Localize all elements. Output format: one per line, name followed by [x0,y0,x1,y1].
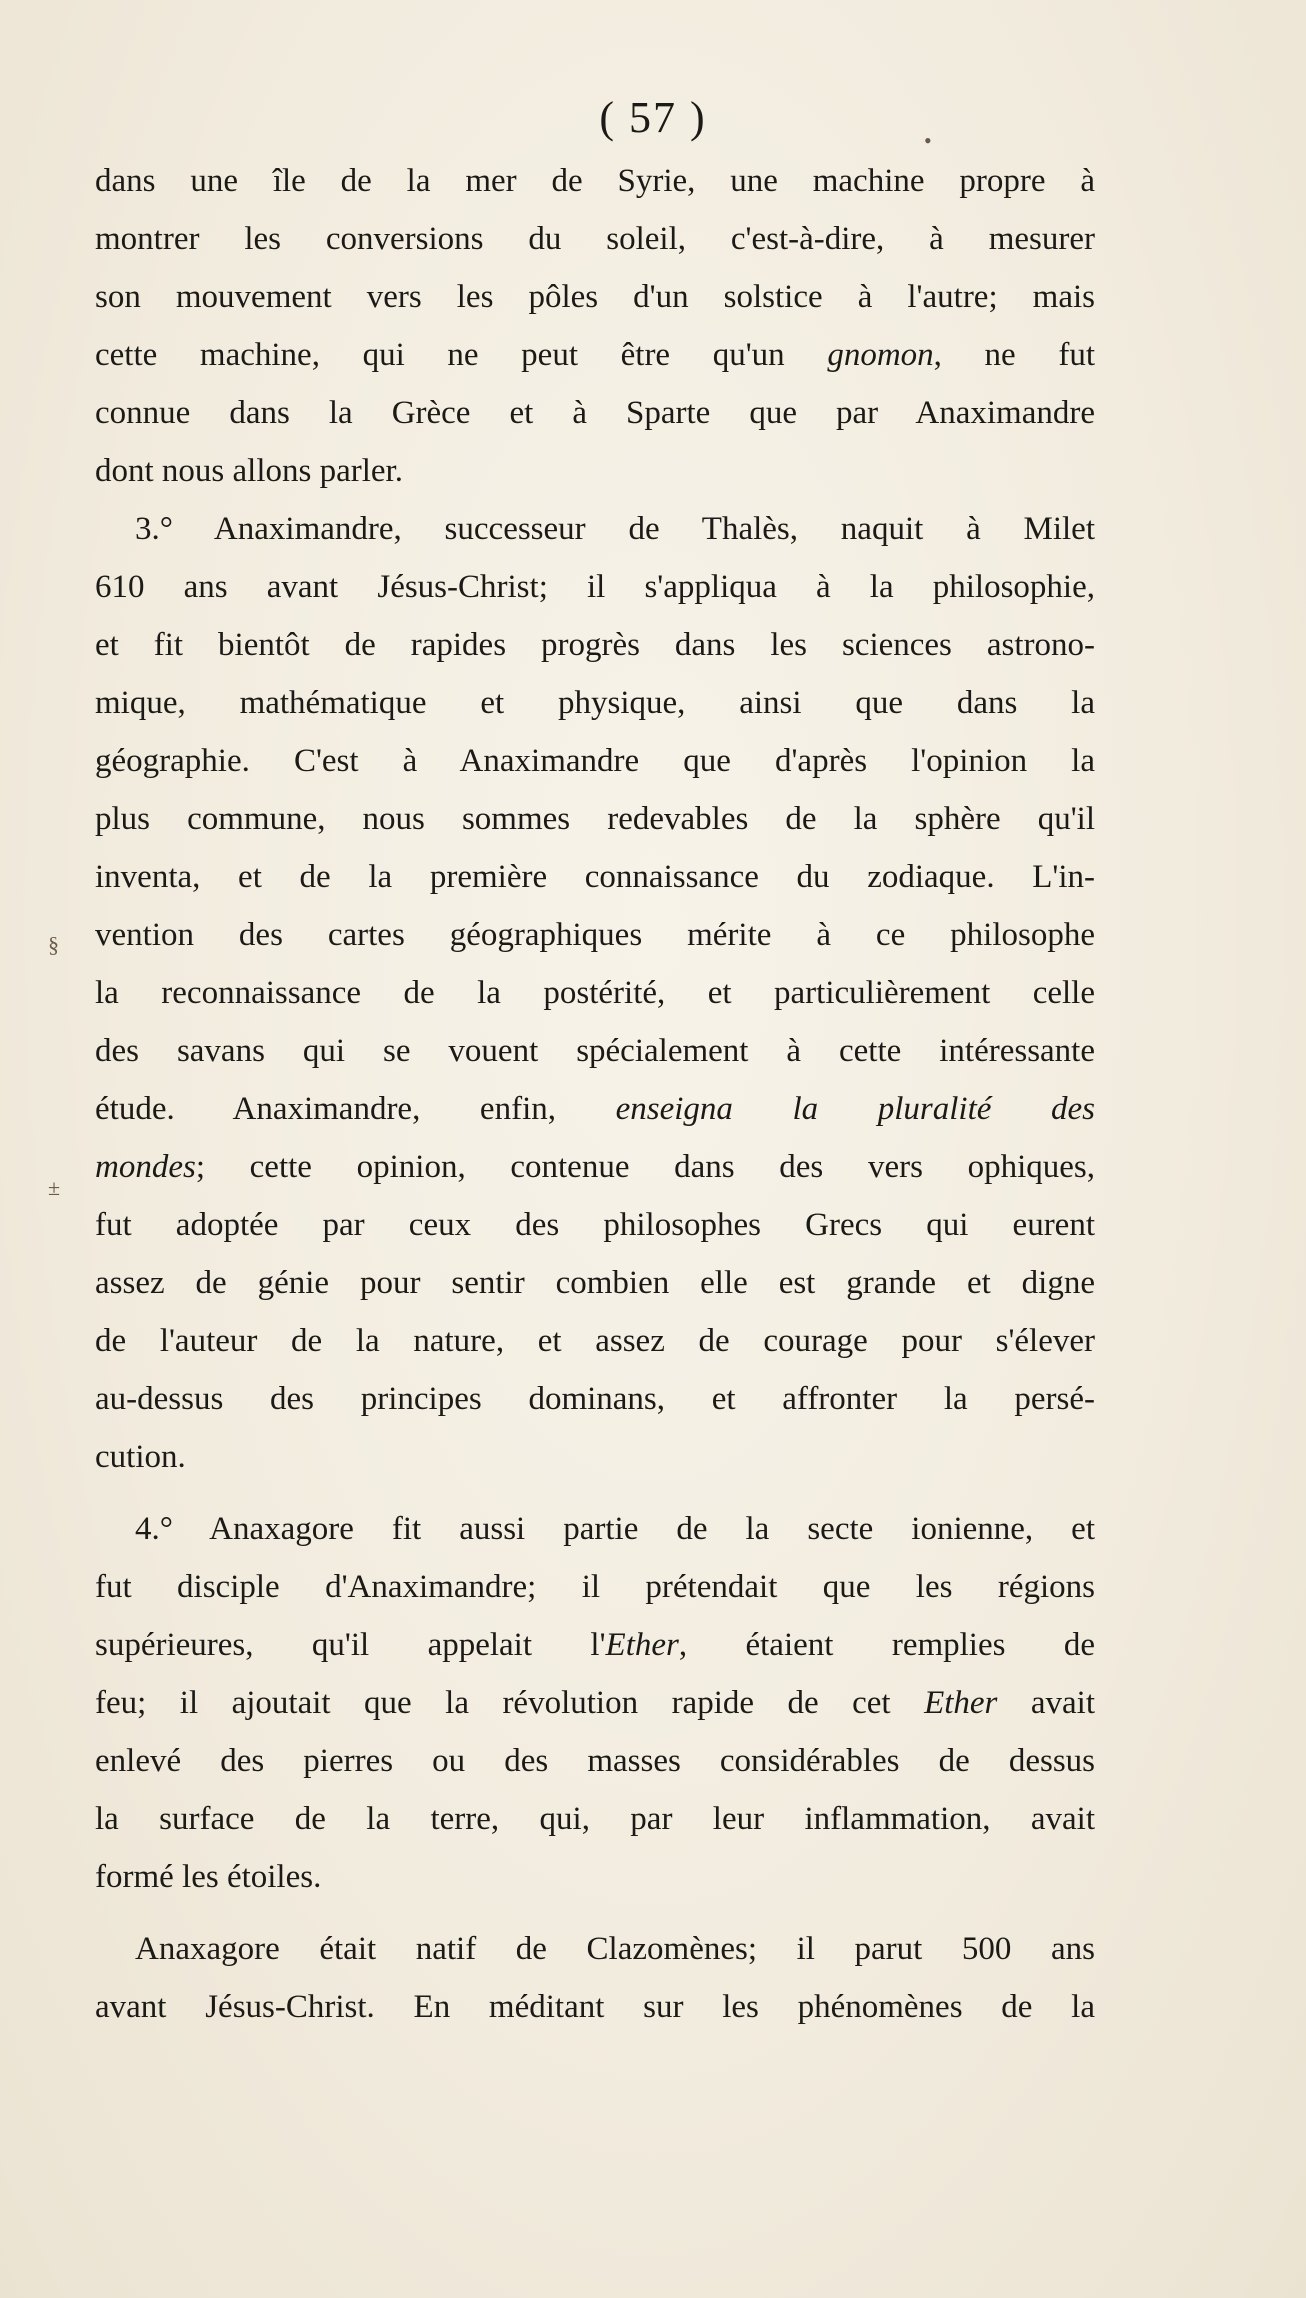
text-line: connue dans la Grèce et à Sparte que par Anaximandre [95,395,1095,431]
text-line: vention des cartes géographiques mérite à ce philosophe [95,917,1095,953]
text-line: la reconnaissance de la postérité, et particulièrement celle [95,975,1095,1011]
text-line: au-dessus des principes dominans, et affronter la persé- [95,1381,1095,1417]
paragraph-gap [95,1906,1095,1920]
text-line: la surface de la terre, qui, par leur inflammation, avait [95,1801,1095,1837]
paragraph-3 [95,1500,1095,1906]
paragraph-4 [95,1920,1095,2036]
text-line: feu; il ajoutait que la révolution rapide de cet Ether avait [95,1685,1095,1721]
text-line: géographie. C'est à Anaximandre que d'après l'opinion la [95,743,1095,779]
text-line: enlevé des pierres ou des masses considérables de dessus [95,1743,1095,1779]
page-number: ( 57 ) [599,93,707,142]
text-line: plus commune, nous sommes redevables de la sphère qu'il [95,801,1095,837]
text-line: son mouvement vers les pôles d'un solstice à l'autre; mais [95,279,1095,315]
text-line: mique, mathématique et physique, ainsi que dans la [95,685,1095,721]
margin-mark: § [48,932,59,957]
text-line: montrer les conversions du soleil, c'est-à-dire, à mesurer [95,221,1095,257]
text-line: dont nous allons parler. [95,453,403,489]
text-line: inventa, et de la première connaissance du zodiaque. L'in- [95,859,1095,895]
text-line: cution. [95,1439,186,1475]
body-text [95,152,1095,2036]
text-line: avant Jésus-Christ. En méditant sur les phénomènes de la [95,1989,1095,2025]
text-line: de l'auteur de la nature, et assez de courage pour s'élever [95,1323,1095,1359]
text-line: étude. Anaximandre, enfin, enseigna la pluralité des [95,1091,1095,1127]
text-line: des savans qui se vouent spécialement à cette intéressante [95,1033,1095,1069]
margin-mark: ± [48,1175,61,1200]
paragraph-1 [95,152,1095,500]
text-line: assez de génie pour sentir combien elle est grande et digne [95,1265,1095,1301]
text-line: fut disciple d'Anaximandre; il prétendait que les régions [95,1569,1095,1605]
paragraph-2 [95,500,1095,1486]
text-line: mondes; cette opinion, contenue dans des vers ophiques, [95,1149,1095,1185]
text-line: 4.° Anaxagore fit aussi partie de la secte ionienne, et [135,1511,1095,1547]
text-line: Anaxagore était natif de Clazomènes; il parut 500 ans [135,1931,1095,1967]
text-line: supérieures, qu'il appelait l'Ether, étaient remplies de [95,1627,1095,1663]
paragraph-gap [95,1486,1095,1500]
ink-speck: • [924,128,932,153]
text-line: dans une île de la mer de Syrie, une machine propre à [95,163,1095,199]
text-line: formé les étoiles. [95,1859,322,1895]
text-line: et fit bientôt de rapides progrès dans les sciences astrono- [95,627,1095,663]
text-line: 610 ans avant Jésus-Christ; il s'appliqua à la philosophie, [95,569,1095,605]
text-line: cette machine, qui ne peut être qu'un gnomon, ne fut [95,337,1095,373]
text-line: fut adoptée par ceux des philosophes Grecs qui eurent [95,1207,1095,1243]
text-line: 3.° Anaximandre, successeur de Thalès, naquit à Milet [135,511,1095,547]
